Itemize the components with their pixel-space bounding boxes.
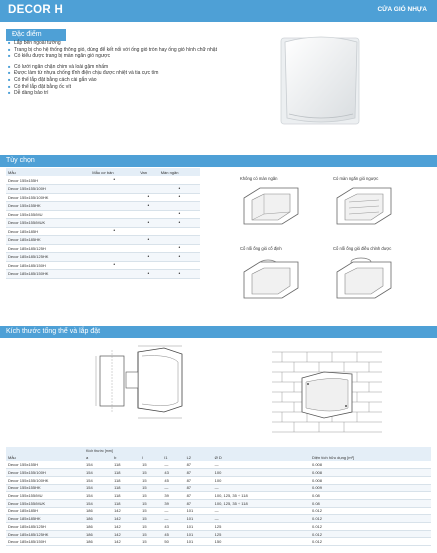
option-valve-cell: [138, 261, 159, 270]
table-cell: 186: [84, 523, 112, 531]
model-cell: Decor 185x185/125HK: [6, 253, 90, 262]
option-screen-cell: •: [159, 185, 200, 194]
table-cell: 39: [162, 499, 184, 507]
table-cell: 125: [213, 523, 310, 531]
dimensions-table: [6, 447, 431, 546]
table-cell: 118: [112, 492, 140, 500]
size-label: Kích thước [mm]: [84, 447, 431, 454]
model-cell: Decor 155x155HK: [6, 202, 90, 211]
option-basic-cell: [90, 253, 138, 262]
table-cell: 87: [185, 492, 213, 500]
option-basic-cell: [90, 270, 138, 279]
features-list: [8, 40, 248, 97]
installation-illustration: [262, 342, 392, 442]
table-cell: 0.012: [310, 530, 431, 538]
table-row: [6, 236, 200, 245]
table-cell: 154: [84, 492, 112, 500]
option-screen-cell: [159, 176, 200, 185]
table-cell: 186: [84, 538, 112, 546]
variant-drawing: [240, 184, 302, 228]
table-cell: Decor 155x155/100HK: [6, 476, 84, 484]
table-cell: Decor 155x155/MUK: [6, 499, 84, 507]
table-row: [6, 261, 200, 270]
table-cell: 45: [162, 530, 184, 538]
variant-drawing: [240, 254, 302, 302]
dimensions-heading: Kích thước tổng thể và lắp đặt: [0, 326, 437, 338]
table-row: [6, 210, 200, 219]
model-cell: Decor 185x185/150H: [6, 261, 90, 270]
table-cell: 0.012: [310, 515, 431, 523]
table-cell: 0.008: [310, 476, 431, 484]
column-header: Van: [138, 168, 159, 176]
feature-item: ■ Lắp bên ngoài tường: [8, 40, 248, 47]
option-basic-cell: [90, 185, 138, 194]
column-header: Mẫu: [6, 168, 90, 176]
category-label: CỬA GIÓ NHỰA: [377, 6, 427, 13]
table-cell: 125: [213, 530, 310, 538]
table-row: [6, 530, 431, 538]
option-screen-cell: •: [159, 244, 200, 253]
table-row: [6, 202, 200, 211]
model-cell: Decor 155x155/MU: [6, 210, 90, 219]
option-screen-cell: •: [159, 219, 200, 228]
table-cell: 0.009: [310, 484, 431, 492]
option-valve-cell: [138, 210, 159, 219]
option-screen-cell: •: [159, 193, 200, 202]
option-basic-cell: [90, 193, 138, 202]
column-header: l: [140, 454, 162, 461]
features-heading: Đặc điểm: [6, 29, 66, 41]
table-cell: Decor 155x155H: [6, 461, 84, 469]
table-row: [6, 253, 200, 262]
table-row: [6, 244, 200, 253]
table-cell: 87: [185, 461, 213, 469]
column-header: Ø D: [213, 454, 310, 461]
table-row: [6, 270, 200, 279]
variant-drawing: [333, 184, 395, 228]
table-cell: 15: [140, 476, 162, 484]
option-screen-cell: •: [159, 253, 200, 262]
table-cell: Decor 185x185H: [6, 507, 84, 515]
feature-item: ■ Dễ dàng bảo trì: [8, 90, 248, 97]
table-row: [6, 484, 431, 492]
table-cell: 118: [112, 484, 140, 492]
table-cell: —: [213, 461, 310, 469]
option-valve-cell: •: [138, 202, 159, 211]
table-cell: —: [162, 507, 184, 515]
table-row: [6, 469, 431, 477]
table-cell: 0.012: [310, 507, 431, 515]
option-basic-cell: [90, 210, 138, 219]
table-cell: 186: [84, 515, 112, 523]
variant-adjustable-spigot: Cổ nối ống gió điều chỉnh được: [333, 246, 395, 302]
table-cell: 15: [140, 538, 162, 546]
table-cell: 142: [112, 538, 140, 546]
model-cell: Decor 155x155H: [6, 176, 90, 185]
option-basic-cell: •: [90, 261, 138, 270]
product-photo: [275, 30, 367, 130]
column-header: Mẫu cơ bản: [90, 168, 138, 176]
table-cell: 154: [84, 469, 112, 477]
option-basic-cell: [90, 219, 138, 228]
option-valve-cell: •: [138, 193, 159, 202]
model-cell: Decor 155x155/MUK: [6, 219, 90, 228]
variant-backdraft-screen: Có màn ngăn gió ngược: [333, 176, 395, 228]
option-basic-cell: •: [90, 176, 138, 185]
feature-item: ■ Có kiểu được trang bị màn ngăn gió ngược: [8, 53, 248, 60]
table-row: [6, 176, 200, 185]
table-cell: —: [213, 515, 310, 523]
table-cell: Decor 185x185/125HK: [6, 530, 84, 538]
table-cell: 101: [185, 538, 213, 546]
table-row: [6, 476, 431, 484]
table-cell: 150: [213, 538, 310, 546]
table-cell: 45: [162, 476, 184, 484]
table-row: [6, 499, 431, 507]
option-valve-cell: [138, 176, 159, 185]
column-header: L2: [185, 454, 213, 461]
table-cell: 39: [162, 492, 184, 500]
table-cell: Decor 155x155HK: [6, 484, 84, 492]
table-cell: 118: [112, 461, 140, 469]
table-row: [6, 227, 200, 236]
model-cell: Decor 155x155/100H: [6, 185, 90, 194]
option-valve-cell: [138, 185, 159, 194]
table-row: [6, 523, 431, 531]
page-title: DECOR H: [8, 4, 64, 16]
option-screen-cell: [159, 202, 200, 211]
table-cell: 0.08: [310, 499, 431, 507]
option-valve-cell: [138, 244, 159, 253]
option-valve-cell: •: [138, 253, 159, 262]
table-cell: 15: [140, 515, 162, 523]
table-cell: 142: [112, 530, 140, 538]
table-cell: 15: [140, 499, 162, 507]
feature-item: ■ Có lưới ngăn chặn chim và loài gặm nhấm: [8, 64, 248, 71]
table-row: [6, 492, 431, 500]
table-cell: 100: [213, 469, 310, 477]
table-cell: —: [213, 484, 310, 492]
table-cell: 101: [185, 530, 213, 538]
model-cell: Decor 185x185/150HK: [6, 270, 90, 279]
table-row: [6, 538, 431, 546]
variant-drawing: [333, 254, 395, 302]
table-cell: 142: [112, 507, 140, 515]
option-basic-cell: [90, 244, 138, 253]
option-valve-cell: •: [138, 270, 159, 279]
options-table: [6, 168, 200, 279]
column-header: Màn ngăn: [159, 168, 200, 176]
table-cell: 0.008: [310, 461, 431, 469]
table-cell: 142: [112, 515, 140, 523]
model-cell: Decor 155x155/100HK: [6, 193, 90, 202]
table-cell: 15: [140, 492, 162, 500]
feature-item: ■ Có thể lắp đặt bằng ốc vít: [8, 84, 248, 91]
model-cell: Decor 185x185H: [6, 227, 90, 236]
model-cell: Decor 185x185/125H: [6, 244, 90, 253]
table-row: [6, 185, 200, 194]
technical-drawing: [90, 342, 190, 422]
table-cell: 100: [213, 476, 310, 484]
table-cell: 186: [84, 530, 112, 538]
table-cell: 87: [185, 469, 213, 477]
table-cell: 154: [84, 484, 112, 492]
table-cell: 15: [140, 523, 162, 531]
table-cell: Decor 155x155/MU: [6, 492, 84, 500]
table-cell: —: [213, 507, 310, 515]
table-cell: 142: [112, 523, 140, 531]
table-cell: Decor 185x185HK: [6, 515, 84, 523]
table-row: [6, 515, 431, 523]
column-header: Mẫu: [6, 454, 84, 461]
option-valve-cell: •: [138, 219, 159, 228]
options-heading: Tùy chọn: [0, 155, 437, 167]
table-cell: —: [162, 515, 184, 523]
table-cell: 186: [84, 507, 112, 515]
table-cell: 0.08: [310, 492, 431, 500]
column-header: a: [84, 454, 112, 461]
table-cell: 43: [162, 469, 184, 477]
column-header: Diện tích hữu dụng [m²]: [310, 454, 431, 461]
table-cell: 101: [185, 507, 213, 515]
feature-item: ■ Trang bị cho hệ thống thông gió, dùng để kết nối với ống gió tròn hay ống gió hình chữ nhật: [8, 47, 248, 54]
table-row: [6, 193, 200, 202]
option-basic-cell: •: [90, 227, 138, 236]
table-cell: —: [162, 461, 184, 469]
table-row: [6, 219, 200, 228]
option-screen-cell: [159, 261, 200, 270]
table-cell: 118: [112, 499, 140, 507]
table-cell: 15: [140, 507, 162, 515]
table-cell: —: [162, 484, 184, 492]
table-cell: 100, 125, 35 ÷ 118: [213, 499, 310, 507]
table-cell: Decor 185x185/125H: [6, 523, 84, 531]
page-header: [0, 0, 437, 22]
table-cell: 15: [140, 484, 162, 492]
table-cell: Decor 155x155/100H: [6, 469, 84, 477]
table-cell: 154: [84, 499, 112, 507]
table-cell: 154: [84, 476, 112, 484]
option-screen-cell: •: [159, 210, 200, 219]
table-cell: 118: [112, 476, 140, 484]
option-screen-cell: •: [159, 270, 200, 279]
table-cell: 101: [185, 523, 213, 531]
option-screen-cell: [159, 236, 200, 245]
model-cell: Decor 185x185HK: [6, 236, 90, 245]
table-cell: 87: [185, 476, 213, 484]
table-cell: 0.012: [310, 538, 431, 546]
table-cell: 0.008: [310, 469, 431, 477]
table-cell: 0.012: [310, 523, 431, 531]
variant-no-screen: Không có màn ngăn: [240, 176, 302, 228]
option-valve-cell: •: [138, 236, 159, 245]
option-basic-cell: [90, 202, 138, 211]
table-cell: 100, 125, 35 ÷ 118: [213, 492, 310, 500]
option-basic-cell: [90, 236, 138, 245]
table-cell: 101: [185, 515, 213, 523]
column-header: l1: [162, 454, 184, 461]
table-cell: 154: [84, 461, 112, 469]
option-screen-cell: [159, 227, 200, 236]
table-cell: 15: [140, 461, 162, 469]
table-row: [6, 507, 431, 515]
option-valve-cell: [138, 227, 159, 236]
feature-item: ■ Có thể lắp đặt bằng cách cài gắn vào: [8, 77, 248, 84]
table-cell: 87: [185, 484, 213, 492]
feature-item: ■ Được làm từ nhựa chống tĩnh điện chịu được nhiệt và tia cực tím: [8, 70, 248, 77]
table-row: [6, 461, 431, 469]
table-cell: 43: [162, 523, 184, 531]
column-header: b: [112, 454, 140, 461]
table-cell: 15: [140, 530, 162, 538]
table-cell: 87: [185, 499, 213, 507]
table-cell: Decor 185x185/150H: [6, 538, 84, 546]
table-cell: 15: [140, 469, 162, 477]
variant-fixed-spigot: Cổ nối ống gió cố định: [240, 246, 302, 302]
table-cell: 50: [162, 538, 184, 546]
table-cell: 118: [112, 469, 140, 477]
